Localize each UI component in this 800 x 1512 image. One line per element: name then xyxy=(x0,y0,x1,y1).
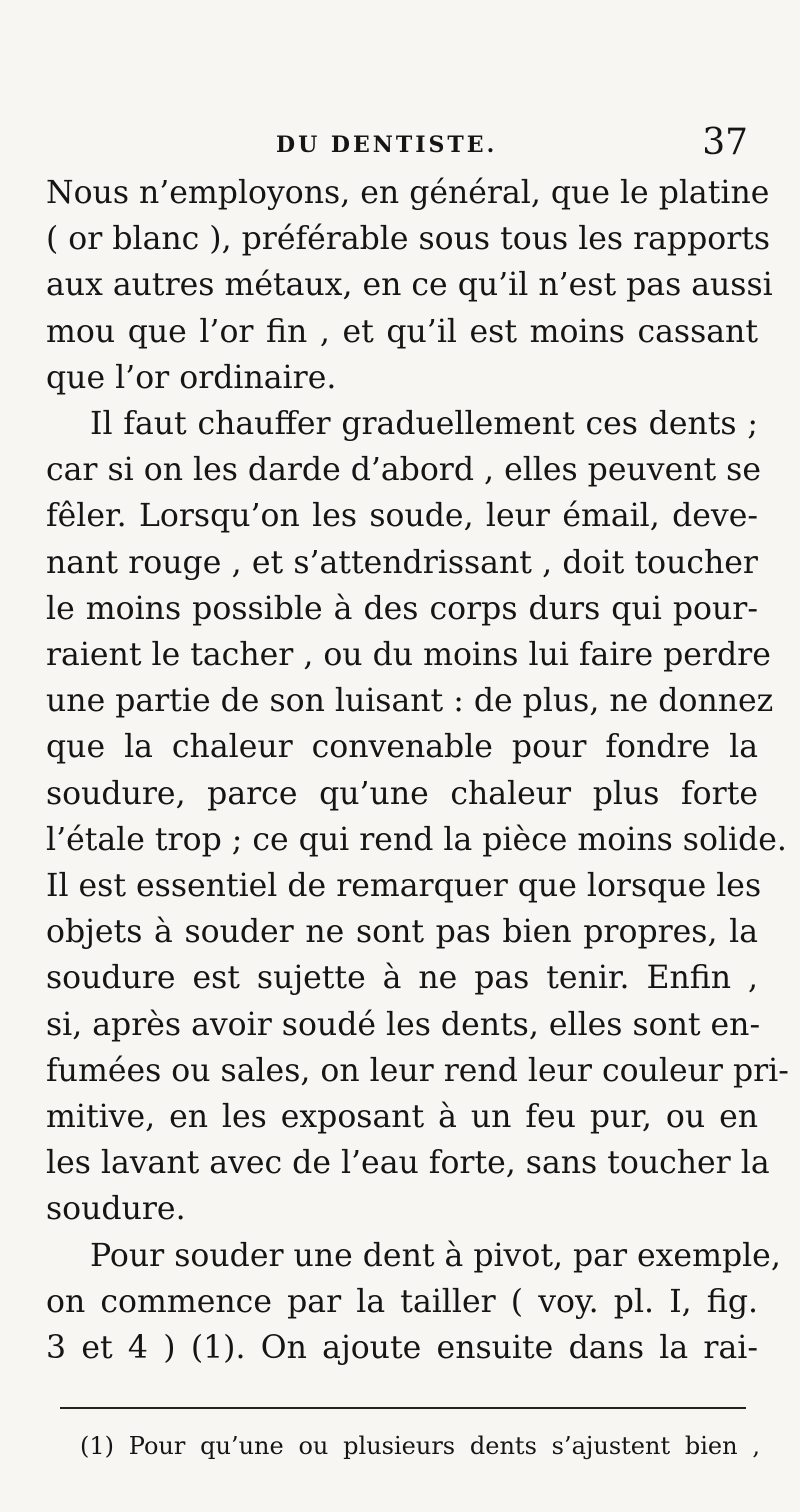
page-number: 37 xyxy=(702,122,748,163)
text-line: Pour souder une dent à pivot, par exemple, xyxy=(90,1237,781,1274)
footnote: (1) Pour qu’une ou plusieurs dents s’ajustent bien , xyxy=(80,1432,760,1460)
text-line: mitive, en les exposant à un feu pur, ou en xyxy=(46,1099,758,1136)
text-line: soudure, parce qu’une chaleur plus forte xyxy=(46,775,758,812)
text-line: Il est essentiel de remarquer que lorsque les xyxy=(46,868,762,905)
footnote-divider xyxy=(60,1407,746,1409)
text-line: soudure est sujette à ne pas tenir. Enfin , xyxy=(46,960,758,997)
text-line: soudure. xyxy=(46,1191,186,1228)
running-title: DU DENTISTE. xyxy=(276,132,498,158)
text-line: que la chaleur convenable pour fondre la xyxy=(46,729,758,766)
text-line: Nous n’employons, en général, que le platine xyxy=(46,175,770,211)
body-text xyxy=(46,170,789,1371)
text-line: car si on les darde d’abord , elles peuvent se xyxy=(46,452,761,489)
text-line: aux autres métaux, en ce qu’il n’est pas aussi xyxy=(46,267,773,304)
text-line: on commence par la tailler ( voy. pl. I, fig. xyxy=(46,1283,758,1320)
text-line: si, après avoir soudé les dents, elles sont en- xyxy=(46,1006,761,1043)
text-line: Il faut chauffer graduellement ces dents ; xyxy=(90,406,758,443)
text-line: l’étale trop ; ce qui rend la pièce moins solide. xyxy=(46,821,787,858)
text-line: 3 et 4 ) (1). On ajoute ensuite dans la rai- xyxy=(46,1330,758,1367)
text-line: le moins possible à des corps durs qui pour- xyxy=(46,590,758,627)
text-line: mou que l’or fin , et qu’il est moins cassant xyxy=(46,313,758,350)
text-line: que l’or ordinaire. xyxy=(46,359,337,396)
running-head xyxy=(46,122,760,170)
text-line: objets à souder ne sont pas bien propres, la xyxy=(46,914,758,951)
text-line: fêler. Lorsqu’on les soude, leur émail, deve- xyxy=(46,498,758,535)
text-line: nant rouge , et s’attendrissant , doit toucher xyxy=(46,544,758,581)
text-line: fumées ou sales, on leur rend leur couleur pri- xyxy=(46,1052,789,1089)
text-line: ( or blanc ), préférable sous tous les rapports xyxy=(46,221,771,258)
text-line: raient le tacher , ou du moins lui faire perdre xyxy=(46,637,771,674)
text-line: une partie de son luisant : de plus, ne donnez xyxy=(46,683,774,720)
text-line: les lavant avec de l’eau forte, sans toucher la xyxy=(46,1145,770,1182)
